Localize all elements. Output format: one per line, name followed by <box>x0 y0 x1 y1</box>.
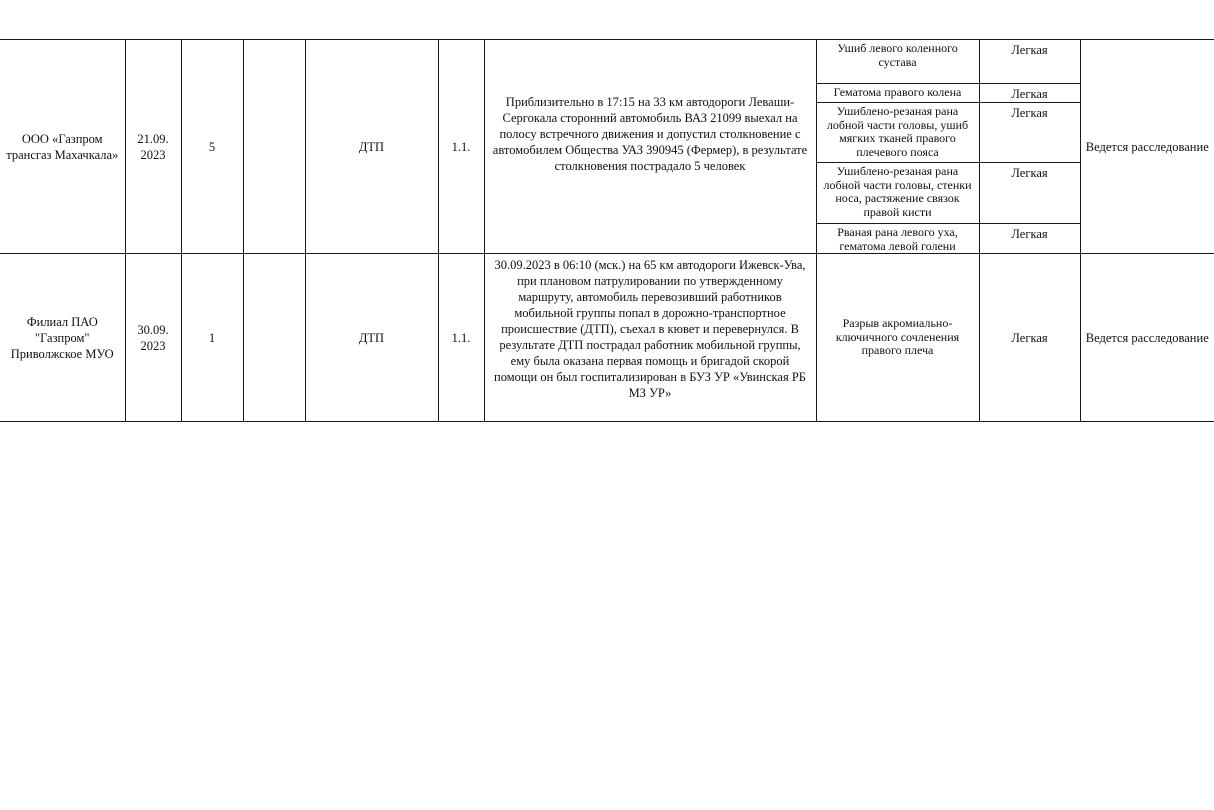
incidents-table <box>0 39 1214 422</box>
injury-cell: Ушиблено-резаная рана лобной части головы, стенки носа, растяжение связок правой кисти <box>816 163 979 224</box>
description-cell: Приблизительно в 17:15 на 33 км автодороги Леваши-Сергокала сторонний автомобиль ВАЗ 21099 выехал на полосу встречного движения и допустил столкновение с автомобилем Общества УАЗ 390945 (Фермер), в результате столкновения пострадало 5 человек <box>484 40 816 254</box>
incident-type-cell: ДТП <box>305 40 438 254</box>
code-cell: 1.1. <box>438 40 484 254</box>
severity-cell: Легкая <box>979 40 1080 84</box>
severity-cell: Легкая <box>979 254 1080 422</box>
severity-cell: Легкая <box>979 103 1080 163</box>
status-cell: Ведется расследование <box>1080 40 1214 254</box>
injury-cell: Ушиб левого коленного сустава <box>816 40 979 84</box>
victims-count-cell: 5 <box>181 40 243 254</box>
injury-cell: Ушиблено-резаная рана лобной части головы, ушиб мягких тканей правого плечевого пояса <box>816 103 979 163</box>
injury-cell: Разрыв акромиально-ключичного сочленения правого плеча <box>816 254 979 422</box>
severity-cell: Легкая <box>979 84 1080 103</box>
severity-cell: Легкая <box>979 163 1080 224</box>
organization-cell: Филиал ПАО "Газпром" Приволжское МУО <box>0 254 125 422</box>
table-row <box>0 40 1214 84</box>
table-row <box>0 254 1214 422</box>
description-cell: 30.09.2023 в 06:10 (мск.) на 65 км автодороги Ижевск-Ува, при плановом патрулировании по утвержденному маршруту, автомобиль перевозивший работников мобильной группы попал в дорожно-транспортное происшествие (ДТП), съехал в кювет и перевернулся. В результате ДТП пострадал работник мобильной группы, ему была оказана первая помощь и бригадой скорой помощи он был госпитализирован в БУЗ УР «Увинская РБ МЗ УР» <box>484 254 816 422</box>
code-cell: 1.1. <box>438 254 484 422</box>
incident-type-cell: ДТП <box>305 254 438 422</box>
date-cell: 30.09. 2023 <box>125 254 181 422</box>
empty-cell <box>243 254 305 422</box>
empty-cell <box>243 40 305 254</box>
injury-cell: Гематома правого колена <box>816 84 979 103</box>
organization-cell: ООО «Газпром трансгаз Махачкала» <box>0 40 125 254</box>
victims-count-cell: 1 <box>181 254 243 422</box>
date-cell: 21.09. 2023 <box>125 40 181 254</box>
severity-cell: Легкая <box>979 224 1080 254</box>
injury-cell: Рваная рана левого уха, гематома левой голени <box>816 224 979 254</box>
status-cell: Ведется расследование <box>1080 254 1214 422</box>
